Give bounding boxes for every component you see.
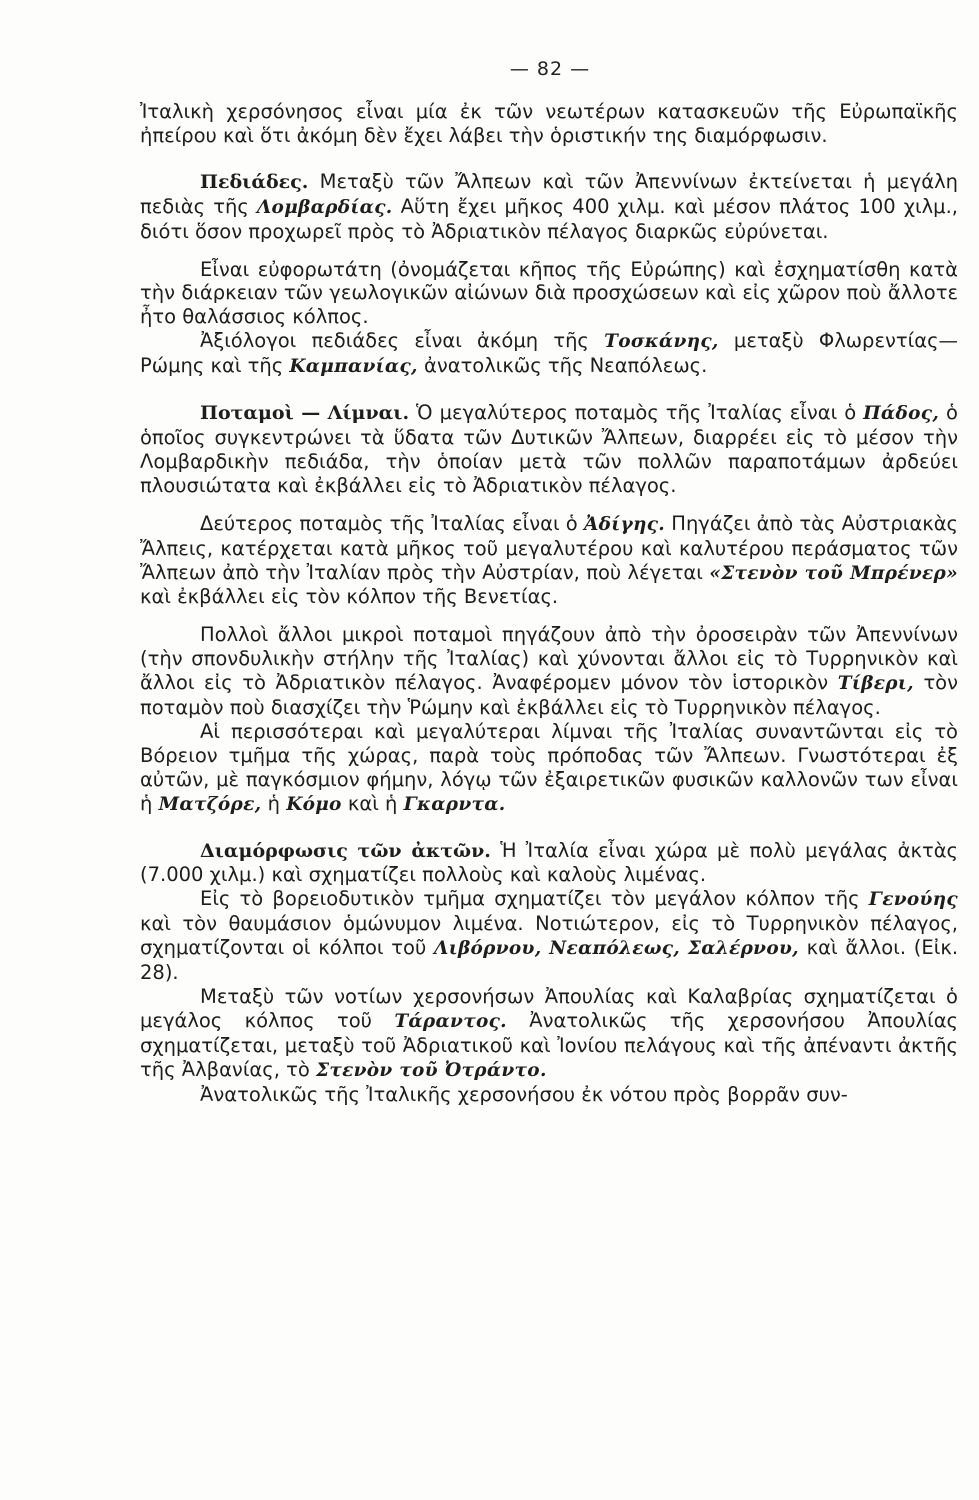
paragraph-small-rivers bbox=[140, 623, 958, 720]
place-name-brenner-pass: «Στενὸν τοῦ Μπρένερ» bbox=[709, 562, 958, 584]
paragraph-lakes bbox=[140, 720, 958, 817]
section-heading-coastline: Διαμόρφωσις τῶν ἀκτῶν. bbox=[200, 839, 491, 862]
place-name-garda: Γκαρντα. bbox=[403, 793, 506, 815]
paragraph-rivers-lakes bbox=[140, 401, 958, 498]
paragraph-text bbox=[680, 936, 688, 959]
paragraph-text: Πολλοὶ ἄλλοι μικροὶ ποταμοὶ πηγάζουν ἀπὸ τὴν ὀροσειρὰν τῶν Ἀπεννίνων (τὴν σπονδυλικὴν στήλην τῆς Ἰταλίας) καὶ χύνονται ἄλλοι εἰς τὸ Τυρρηνικὸν καὶ ἄλλοι εἰς τὸ Ἀδριατικὸν πέλαγος. Ἀναφέρομεν μόνον τὸν ἱστορικὸν bbox=[140, 623, 958, 695]
paragraph-other-plains bbox=[140, 329, 958, 379]
place-name-taranto: Τάραντος. bbox=[394, 1010, 507, 1032]
paragraph-text: Ἀξιόλογοι πεδιάδες εἶναι ἀκόμη τῆς bbox=[200, 329, 605, 353]
place-name-tiber: Τίβερι, bbox=[837, 673, 914, 695]
paragraph-text: καὶ ἄλλοι. (Εἰκ. 28). bbox=[140, 936, 959, 985]
place-name-otranto: Στενὸν τοῦ Ὀτράντο. bbox=[315, 1059, 547, 1081]
paragraph-fertile-plain bbox=[140, 258, 958, 330]
paragraph-text: τὸν ποταμὸν ποὺ διασχίζει τὴν Ῥώμην καὶ ἐκβάλλει εἰς τὸ Τυρρηνικὸν πέλαγος. bbox=[140, 671, 959, 720]
paragraph-text: Μεταξὺ τῶν Ἄλπεων καὶ τῶν Ἀπεννίνων ἐκτείνεται ἡ μεγάλη πεδιὰς τῆς bbox=[140, 169, 958, 218]
paragraph-text: Πηγάζει ἀπὸ τὰς Αὐστριακὰς Ἄλπεις, κατέρχεται κατὰ μῆκος τοῦ μεγαλυτέρου καὶ καλυτέρου περάσματος τῶν Ἄλπεων ἀπὸ τὴν Ἰταλίαν πρὸς τὴν Αὐστρίαν, ποὺ λέγεται bbox=[140, 511, 958, 584]
paragraph-text: Δεύτερος ποταμὸς τῆς Ἰταλίας εἶναι ὁ bbox=[200, 511, 584, 535]
section-heading-plains: Πεδιάδες. bbox=[200, 170, 309, 193]
place-name-maggiore: Ματζόρε, bbox=[158, 793, 262, 815]
paragraph-text: Μεταξὺ τῶν νοτίων χερσονήσων Ἀπουλίας καὶ Καλαβρίας σχηματίζεται ὁ μεγάλος κόλπος τοῦ bbox=[140, 985, 958, 1032]
place-name-livorno: Λιβόρνου, bbox=[434, 938, 542, 960]
page-number: — 82 — bbox=[509, 58, 591, 80]
paragraph-text: ὁ ὁποῖος συγκεντρώνει τὰ ὕδατα τῶν Δυτικῶν Ἄλπεων, διαρρέει εἰς τὸ μέσον τὴν Λομβαρδικὴν πεδιάδα, τὴν ὁποίαν μετὰ τῶν πολλῶν παραποτάμων ἀρδεύει πλουσιώτατα καὶ ἐκβάλλει εἰς τὸ Ἀδριατικὸν πέλαγος. bbox=[140, 401, 958, 497]
body-text bbox=[140, 100, 958, 1107]
section-heading-rivers-lakes: Ποταμοὶ — Λίμναι. bbox=[200, 402, 410, 425]
paragraph-text: Ὁ μεγαλύτερος ποταμὸς τῆς Ἰταλίας εἶναι ὁ bbox=[409, 401, 864, 425]
paragraph-text: Ἀνατολικῶς τῆς χερσονήσου Ἀπουλίας σχηματίζεται, μεταξὺ τοῦ Ἀδριατικοῦ καὶ Ἰονίου πελάγους καὶ τῆς ἀπέναντι ἀκτῆς τῆς Ἀλβανίας, τὸ bbox=[140, 1008, 958, 1081]
place-name-como: Κόμο bbox=[286, 793, 342, 815]
paragraph-text: Ἰταλικὴ χερσόνησος εἶναι μία ἐκ τῶν νεωτέρων κατασκευῶν τῆς Εὐρωπαϊκῆς ἠπείρου καὶ ὅτι ἀκόμη δὲν ἔχει λάβει τὴν ὁριστικήν της διαμόρφωσιν. bbox=[140, 100, 958, 147]
paragraph-italian-peninsula bbox=[140, 100, 958, 148]
paragraph-text: καὶ ἡ bbox=[341, 791, 404, 815]
paragraph-coastline bbox=[140, 839, 958, 888]
paragraph-text: ἡ bbox=[261, 791, 287, 815]
place-name-salerno: Σαλέρνου, bbox=[687, 938, 799, 960]
paragraph-text: ἀνατολικῶς τῆς Νεαπόλεως. bbox=[417, 354, 708, 378]
place-name-tuscany: Τοσκάνης, bbox=[604, 331, 719, 353]
paragraph-gulfs bbox=[140, 887, 958, 985]
place-name-lombardy: Λομβαρδίας. bbox=[256, 196, 393, 218]
paragraph-text: Ἡ Ἰταλία εἶναι χώρα μὲ πολὺ μεγάλας ἀκτὰς (7.000 χιλμ.) καὶ σχηματίζει πολλοὺς καὶ καλοὺς λιμένας. bbox=[140, 838, 959, 887]
paragraph-text: Ἀνατολικῶς τῆς Ἰταλικῆς χερσονήσου ἐκ νότου πρὸς βορρᾶν συν- bbox=[200, 1082, 848, 1106]
paragraph-text: καὶ ἐκβάλλει εἰς τὸν κόλπον τῆς Βενετίας. bbox=[140, 585, 559, 609]
paragraph-text: καὶ τὸν θαυμάσιον ὁμώνυμον λιμένα. Νοτιώτερον, εἰς τὸ Τυρρηνικὸν πέλαγος, σχηματίζονται οἱ κόλποι τοῦ bbox=[140, 912, 958, 960]
paragraph-adige bbox=[140, 512, 958, 610]
paragraph-text: Αἱ περισσότεραι καὶ μεγαλύτεραι λίμναι τῆς Ἰταλίας συναντῶνται εἰς τὸ Βόρειον τμῆμα τῆς χώρας, παρὰ τοὺς πρόποδας τῶν Ἄλπεων. Γνωστότεραι ἐξ αὐτῶν, μὲ παγκόσμιον φήμην, λόγῳ τῶν ἐξαιρετικῶν φυσικῶν καλλονῶν των εἶναι ἡ bbox=[140, 719, 958, 815]
place-name-adige: Ἀδίγης. bbox=[583, 513, 666, 535]
place-name-genoa: Γενούης bbox=[868, 889, 958, 911]
place-name-po: Πάδος, bbox=[863, 403, 940, 425]
place-name-campania: Καμπανίας, bbox=[289, 356, 418, 378]
paragraph-text: Εἰς τὸ βορειοδυτικὸν τμῆμα σχηματίζει τὸν μεγάλον κόλπον τῆς bbox=[200, 887, 869, 911]
paragraph-text: μεταξὺ Φλωρεντίας—Ρώμης καὶ τῆς bbox=[140, 329, 959, 378]
paragraph-east-coast bbox=[140, 1083, 958, 1107]
paragraph-southern-peninsulas bbox=[140, 985, 958, 1083]
paragraph-plains bbox=[140, 170, 958, 244]
paragraph-text: Αὕτη ἔχει μῆκος 400 χιλμ. καὶ μέσον πλάτος 100 χιλμ., διότι ὅσον προχωρεῖ πρὸς τὸ Ἀδριατικὸν πέλαγος διαρκῶς εὐρύνεται. bbox=[140, 194, 958, 243]
place-name-naples: Νεαπόλεως, bbox=[549, 938, 681, 960]
paragraph-text: Εἶναι εὐφορωτάτη (ὀνομάζεται κῆπος τῆς Εὐρώπης) καὶ ἐσχηματίσθη κατὰ τὴν διάρκειαν τῶν γεωλογικῶν αἰώνων διὰ προσχώσεων καὶ εἰς χῶρον ποὺ ἄλλοτε ἦτο θαλάσσιος κόλπος. bbox=[140, 257, 958, 329]
